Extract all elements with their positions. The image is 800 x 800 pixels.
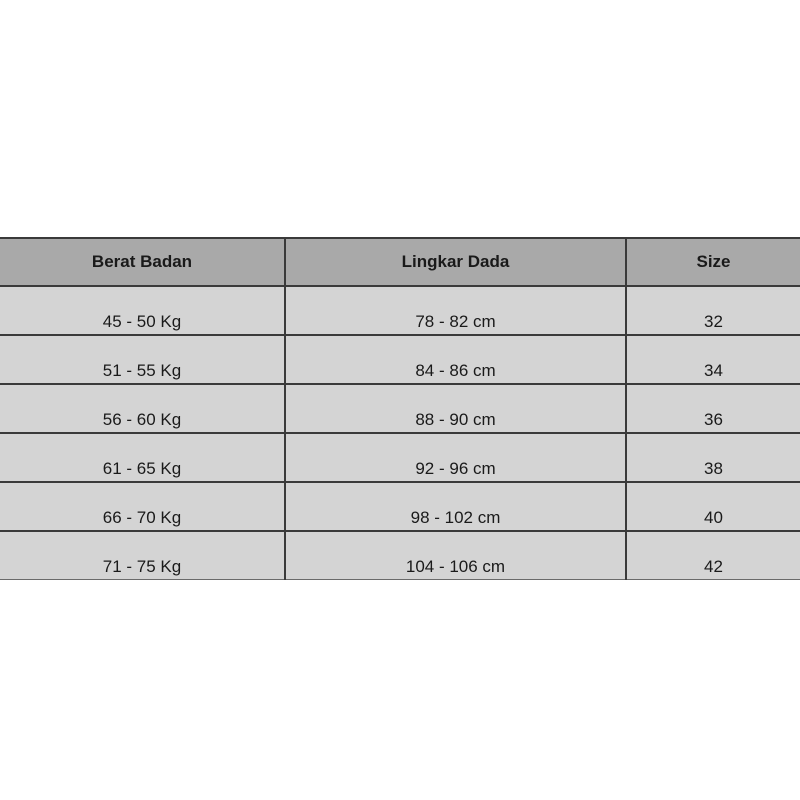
cell-berat-badan: 66 - 70 Kg [0,482,285,531]
table-row [0,286,800,335]
cell-lingkar-dada: 84 - 86 cm [285,335,626,384]
table-body [0,286,800,580]
header-berat-badan: Berat Badan [0,238,285,286]
cell-size: 32 [626,286,800,335]
cell-lingkar-dada: 78 - 82 cm [285,286,626,335]
cell-size: 38 [626,433,800,482]
size-chart-table [0,237,800,580]
cell-size: 40 [626,482,800,531]
cell-berat-badan: 71 - 75 Kg [0,531,285,580]
table-header [0,238,800,286]
table-row [0,482,800,531]
cell-size: 36 [626,384,800,433]
cell-berat-badan: 61 - 65 Kg [0,433,285,482]
table-row [0,531,800,580]
cell-berat-badan: 45 - 50 Kg [0,286,285,335]
cell-size: 42 [626,531,800,580]
cell-lingkar-dada: 92 - 96 cm [285,433,626,482]
table-row [0,384,800,433]
cell-berat-badan: 51 - 55 Kg [0,335,285,384]
cell-lingkar-dada: 104 - 106 cm [285,531,626,580]
cell-lingkar-dada: 88 - 90 cm [285,384,626,433]
cell-berat-badan: 56 - 60 Kg [0,384,285,433]
cell-lingkar-dada: 98 - 102 cm [285,482,626,531]
header-row [0,238,800,286]
table-row [0,433,800,482]
header-lingkar-dada: Lingkar Dada [285,238,626,286]
header-size: Size [626,238,800,286]
cell-size: 34 [626,335,800,384]
table-row [0,335,800,384]
